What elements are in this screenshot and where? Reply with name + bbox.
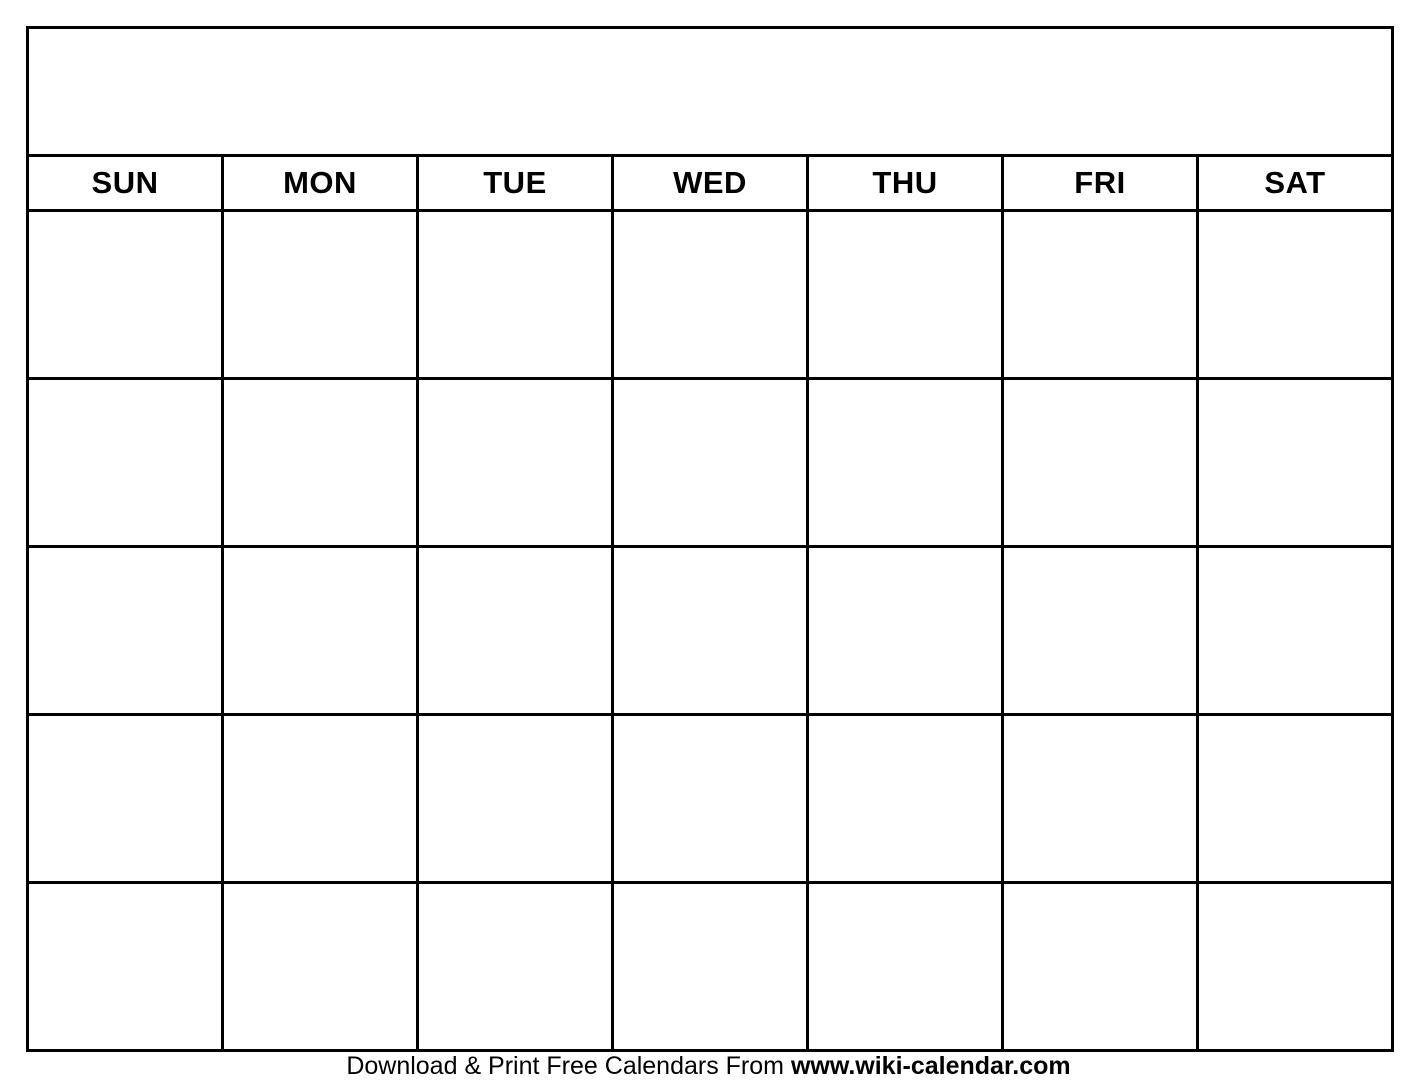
- calendar-grid: [26, 26, 1394, 1052]
- day-cell[interactable]: [613, 547, 808, 715]
- day-cell[interactable]: [28, 547, 223, 715]
- day-cell[interactable]: [808, 547, 1003, 715]
- footer-site-link[interactable]: www.wiki-calendar.com: [790, 1052, 1071, 1080]
- weekday-header-wed: WED: [613, 156, 808, 211]
- calendar-week-row: [28, 211, 1393, 379]
- day-cell[interactable]: [418, 547, 613, 715]
- day-cell[interactable]: [808, 211, 1003, 379]
- day-cell[interactable]: [1003, 883, 1198, 1051]
- day-cell[interactable]: [613, 715, 808, 883]
- calendar-week-row: [28, 547, 1393, 715]
- day-cell[interactable]: [1197, 211, 1392, 379]
- day-cell[interactable]: [1003, 547, 1198, 715]
- day-cell[interactable]: [1003, 211, 1198, 379]
- day-cell[interactable]: [808, 883, 1003, 1051]
- day-cell[interactable]: [418, 883, 613, 1051]
- calendar-week-row: [28, 715, 1393, 883]
- weekday-header-row: [28, 156, 1393, 211]
- day-cell[interactable]: [613, 379, 808, 547]
- day-cell[interactable]: [808, 715, 1003, 883]
- weekday-header-sun: SUN: [28, 156, 223, 211]
- day-cell[interactable]: [223, 715, 418, 883]
- day-cell[interactable]: [1197, 883, 1392, 1051]
- calendar-week-row: [28, 883, 1393, 1051]
- day-cell[interactable]: [1197, 379, 1392, 547]
- day-cell[interactable]: [1003, 379, 1198, 547]
- weekday-header-tue: TUE: [418, 156, 613, 211]
- day-cell[interactable]: [613, 883, 808, 1051]
- day-cell[interactable]: [808, 379, 1003, 547]
- day-cell[interactable]: [28, 715, 223, 883]
- day-cell[interactable]: [223, 547, 418, 715]
- day-cell[interactable]: [1197, 547, 1392, 715]
- day-cell[interactable]: [28, 211, 223, 379]
- month-title: [28, 28, 1393, 156]
- day-cell[interactable]: [223, 379, 418, 547]
- weekday-header-sat: SAT: [1197, 156, 1392, 211]
- day-cell[interactable]: [418, 379, 613, 547]
- footer-credit: [0, 1052, 1417, 1081]
- day-cell[interactable]: [418, 715, 613, 883]
- day-cell[interactable]: [223, 883, 418, 1051]
- day-cell[interactable]: [613, 211, 808, 379]
- day-cell[interactable]: [223, 211, 418, 379]
- day-cell[interactable]: [418, 211, 613, 379]
- calendar-week-row: [28, 379, 1393, 547]
- footer-prefix-text: Download & Print Free Calendars From: [346, 1052, 791, 1080]
- day-cell[interactable]: [28, 379, 223, 547]
- calendar-title-row: [28, 28, 1393, 156]
- weekday-header-fri: FRI: [1003, 156, 1198, 211]
- weekday-header-mon: MON: [223, 156, 418, 211]
- day-cell[interactable]: [28, 883, 223, 1051]
- day-cell[interactable]: [1003, 715, 1198, 883]
- day-cell[interactable]: [1197, 715, 1392, 883]
- weekday-header-thu: THU: [808, 156, 1003, 211]
